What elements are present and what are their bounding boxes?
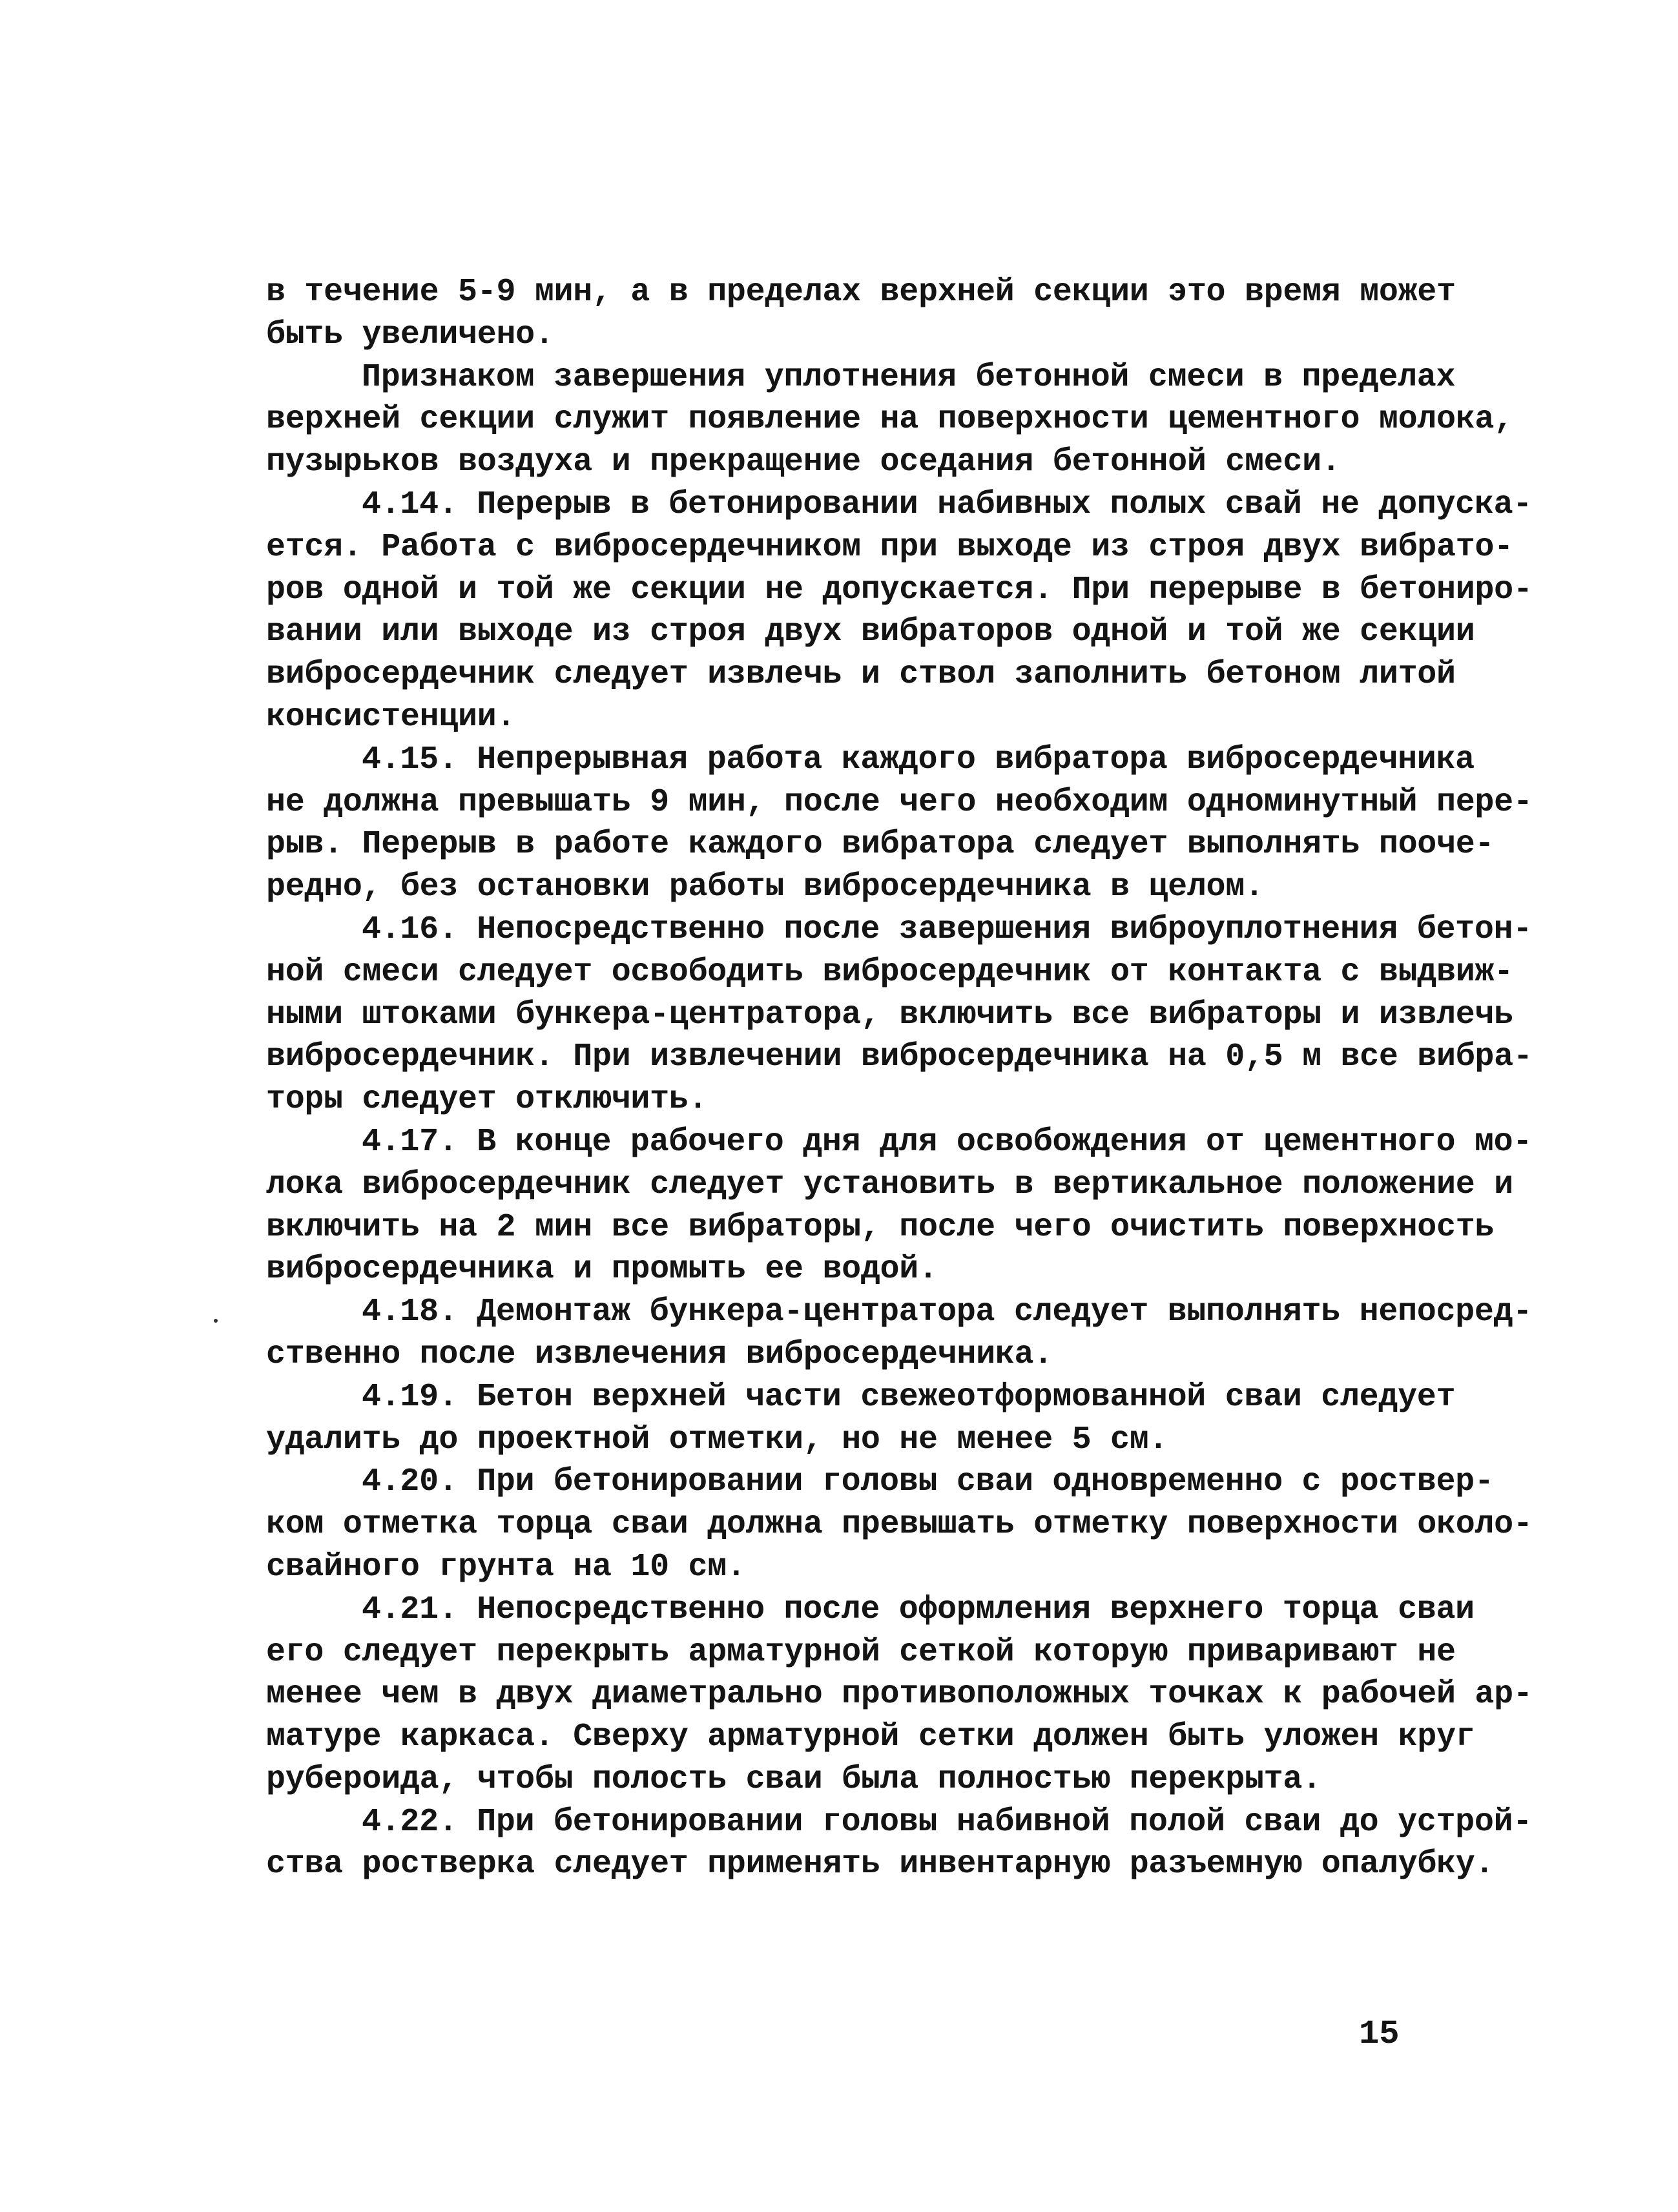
text-line: верхней секции служит появление на поверхности цементного молока, (266, 401, 1513, 439)
text-line: вибросердечника и промыть ее водой. (266, 1251, 938, 1288)
text-line: не должна превышать 9 мин, после чего необходим одноминутный пере- (266, 783, 1533, 821)
text-line: редно, без остановки работы вибросердечника в целом. (266, 869, 1264, 906)
text-line: 4.22. При бетонировании головы набивной полой сваи до устрой- (362, 1803, 1532, 1841)
text-line: ной смеси следует освободить вибросердечник от контакта с выдвиж- (266, 953, 1513, 991)
page-number: 15 (1359, 2015, 1400, 2053)
text-line: рыв. Перерыв в работе каждого вибратора следует выполнять пооче- (266, 826, 1495, 863)
text-line: ком отметка торца сваи должна превышать отметку поверхности около- (266, 1506, 1533, 1544)
body-text (266, 271, 1533, 1886)
text-line: 4.17. В конце рабочего дня для освобождения от цементного мо- (362, 1123, 1532, 1161)
text-line: его следует перекрыть арматурной сеткой которую приваривают не (266, 1633, 1456, 1671)
text-line: 4.18. Демонтаж бункера-центратора следует выполнять непосред- (362, 1294, 1532, 1331)
text-line: 4.19. Бетон верхней части свежеотформованной сваи следует (362, 1378, 1456, 1416)
text-line: вибросердечник. При извлечении вибросердечника на 0,5 м все вибра- (266, 1039, 1533, 1076)
text-line: включить на 2 мин все вибраторы, после чего очистить поверхность (266, 1208, 1495, 1246)
text-line: ственно после извлечения вибросердечника. (266, 1336, 1053, 1373)
text-line: свайного грунта на 10 см. (266, 1548, 746, 1586)
text-line: менее чем в двух диаметрально противоположных точках к рабочей ар- (266, 1676, 1533, 1713)
text-line: вании или выходе из строя двух вибраторов одной и той же секции (266, 614, 1475, 651)
text-line: ется. Работа с вибросердечником при выходе из строя двух вибрато- (266, 528, 1513, 566)
text-line: ров одной и той же секции не допускается. При перерыве в бетониро- (266, 571, 1533, 608)
text-line: 4.21. Непосредственно после оформления верхнего торца сваи (362, 1591, 1475, 1628)
text-line: матуре каркаса. Сверху арматурной сетки должен быть уложен круг (266, 1719, 1475, 1756)
margin-dot (214, 1319, 218, 1323)
text-line: 4.15. Непрерывная работа каждого вибратора вибросердечника (362, 741, 1475, 778)
text-line: пузырьков воздуха и прекращение оседания бетонной смеси. (266, 444, 1341, 481)
text-line: 4.20. При бетонировании головы сваи одновременно с роствер- (362, 1463, 1494, 1501)
text-line: быть увеличено. (266, 316, 554, 353)
text-line: ства ростверка следует применять инвентарную разъемную опалубку. (266, 1846, 1495, 1883)
text-line: Признаком завершения уплотнения бетонной смеси в пределах (362, 358, 1456, 396)
text-line: вибросердечник следует извлечь и ствол заполнить бетоном литой (266, 656, 1456, 694)
text-line: консистенции. (266, 698, 516, 736)
text-line: ными штоками бункера-центратора, включить все вибраторы и извлечь (266, 996, 1513, 1033)
text-line: лока вибросердечник следует установить в вертикальное положение и (266, 1166, 1513, 1203)
text-line: 4.14. Перерыв в бетонировании набивных полых свай не допуска- (362, 486, 1532, 523)
text-line: 4.16. Непосредственно после завершения виброуплотнения бетон- (362, 911, 1532, 948)
text-line: в течение 5-9 мин, а в пределах верхней секции это время может (266, 274, 1456, 311)
text-line: рубероида, чтобы полость сваи была полностью перекрыта. (266, 1761, 1321, 1798)
text-line: удалить до проектной отметки, но не менее 5 см. (266, 1421, 1168, 1458)
text-line: торы следует отключить. (266, 1081, 708, 1119)
